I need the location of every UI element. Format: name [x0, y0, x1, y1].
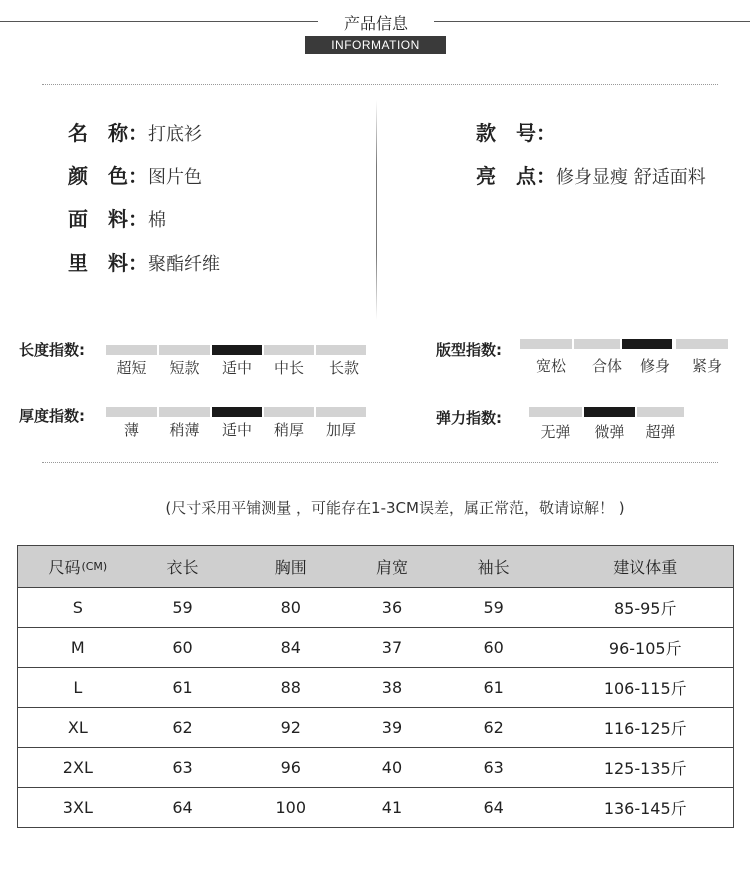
fit-seg-0: [520, 339, 572, 349]
cell-shoulder: 38: [381, 678, 403, 697]
elasticity-opt-1: 微弹: [594, 423, 625, 441]
table-row: [18, 587, 733, 627]
elasticity-seg-2: [637, 407, 684, 417]
cell-weight: 116-125斤: [603, 719, 687, 738]
cell-sleeve: 62: [483, 718, 504, 737]
fit-opt-2: 修身: [639, 357, 670, 375]
info-highlight-value: 修身显瘦 舒适面料: [556, 167, 706, 188]
info-name-value: 打底衫: [148, 124, 202, 145]
fit-seg-1: [574, 339, 620, 349]
cell-chest: 92: [280, 718, 301, 737]
fit-seg-3: [676, 339, 728, 349]
header-line-right: [434, 21, 750, 22]
info-lining-label: 里 料：: [68, 251, 148, 275]
table-row: [18, 787, 733, 827]
length-seg-0: [106, 345, 157, 355]
cell-shoulder: 37: [381, 638, 403, 657]
info-highlight-label: 亮 点：: [476, 164, 556, 188]
info-lining-value: 聚酯纤维: [148, 254, 220, 275]
cell-length: 59: [172, 598, 193, 617]
header-size: 尺码 (CM): [48, 558, 108, 577]
cell-chest: 80: [280, 598, 301, 617]
cell-weight: 85-95斤: [613, 599, 677, 618]
info-name-label: 名 称：: [68, 121, 148, 145]
cell-chest: 96: [280, 758, 301, 777]
thickness-index-title: 厚度指数:: [19, 407, 85, 425]
cell-chest: 88: [280, 678, 301, 697]
fit-index-title: 版型指数:: [436, 341, 502, 359]
thickness-opt-1: 稍薄: [169, 421, 200, 439]
length-opt-3: 中长: [273, 359, 304, 377]
divider-top: [42, 84, 718, 85]
cell-size: 3XL: [62, 798, 93, 817]
info-name: [68, 117, 202, 146]
length-seg-2: [212, 345, 262, 355]
cell-size: S: [72, 598, 83, 617]
fit-opt-1: 合体: [591, 357, 622, 375]
info-fabric-value: 棉: [148, 210, 166, 231]
cell-weight: 136-145斤: [603, 799, 687, 818]
cell-shoulder: 36: [381, 598, 403, 617]
length-opt-4: 长款: [328, 359, 359, 377]
info-fabric: [68, 203, 166, 232]
cell-sleeve: 59: [483, 598, 504, 617]
info-style-no: [476, 117, 556, 146]
cell-length: 62: [172, 718, 193, 737]
thickness-seg-2: [212, 407, 262, 417]
table-row: [18, 667, 733, 707]
section-subtitle: INFORMATION: [305, 36, 446, 54]
header-chest: 胸围: [274, 558, 307, 577]
fit-opt-0: 宽松: [535, 357, 566, 375]
section-title: 产品信息: [343, 14, 408, 33]
cell-weight: 106-115斤: [603, 679, 687, 698]
thickness-opt-4: 加厚: [325, 421, 356, 439]
cell-weight: 96-105斤: [608, 639, 682, 658]
length-opt-2: 适中: [221, 359, 252, 377]
header-shoulder: 肩宽: [375, 558, 408, 577]
cell-size: XL: [67, 718, 88, 737]
header-line-left: [0, 21, 318, 22]
cell-length: 64: [172, 798, 193, 817]
fit-seg-2: [622, 339, 672, 349]
size-table: [17, 545, 734, 828]
info-color: [68, 160, 202, 189]
header-sleeve: 袖长: [477, 558, 510, 577]
cell-size: M: [70, 638, 85, 657]
cell-length: 60: [172, 638, 193, 657]
table-row: [18, 707, 733, 747]
elasticity-seg-1: [584, 407, 635, 417]
header-unit: (CM): [81, 560, 108, 573]
length-opt-0: 超短: [116, 359, 147, 377]
measurement-note: (尺寸采用平铺测量 ，可能存在1-3CM误差，属正常范，敬请谅解！ ): [165, 499, 625, 517]
cell-chest: 100: [275, 798, 307, 817]
cell-shoulder: 40: [381, 758, 403, 777]
elasticity-index-title: 弹力指数:: [436, 409, 502, 427]
header-weight: 建议体重: [613, 558, 678, 577]
info-separator: [376, 100, 377, 320]
length-seg-4: [316, 345, 366, 355]
cell-size: 2XL: [62, 758, 93, 777]
cell-shoulder: 41: [381, 798, 403, 817]
elasticity-opt-2: 超弹: [645, 423, 676, 441]
info-highlight: [476, 160, 706, 189]
elasticity-seg-0: [529, 407, 582, 417]
cell-sleeve: 63: [483, 758, 504, 777]
table-header-row: [18, 546, 733, 587]
info-color-label: 颜 色：: [68, 164, 148, 188]
thickness-seg-0: [106, 407, 157, 417]
thickness-opt-3: 稍厚: [273, 421, 304, 439]
table-row: [18, 627, 733, 667]
thickness-seg-3: [264, 407, 314, 417]
fit-opt-3: 紧身: [691, 357, 722, 375]
length-seg-1: [159, 345, 210, 355]
length-seg-3: [264, 345, 314, 355]
cell-weight: 125-135斤: [603, 759, 687, 778]
cell-shoulder: 39: [381, 718, 403, 737]
thickness-seg-4: [316, 407, 366, 417]
info-lining: [68, 247, 220, 276]
thickness-opt-0: 薄: [123, 421, 139, 439]
cell-sleeve: 64: [483, 798, 504, 817]
thickness-seg-1: [159, 407, 210, 417]
length-index-title: 长度指数:: [19, 341, 85, 359]
header-length: 衣长: [166, 558, 199, 577]
info-color-value: 图片色: [148, 167, 202, 188]
table-row: [18, 747, 733, 787]
cell-size: L: [73, 678, 83, 697]
length-opt-1: 短款: [169, 359, 200, 377]
cell-sleeve: 60: [483, 638, 504, 657]
info-fabric-label: 面 料：: [68, 207, 148, 231]
cell-sleeve: 61: [483, 678, 504, 697]
cell-length: 63: [172, 758, 193, 777]
cell-chest: 84: [280, 638, 301, 657]
info-style-no-label: 款 号：: [476, 121, 556, 145]
cell-length: 61: [172, 678, 193, 697]
divider-bottom: [42, 462, 718, 463]
elasticity-opt-0: 无弹: [540, 423, 571, 441]
thickness-opt-2: 适中: [221, 421, 252, 439]
